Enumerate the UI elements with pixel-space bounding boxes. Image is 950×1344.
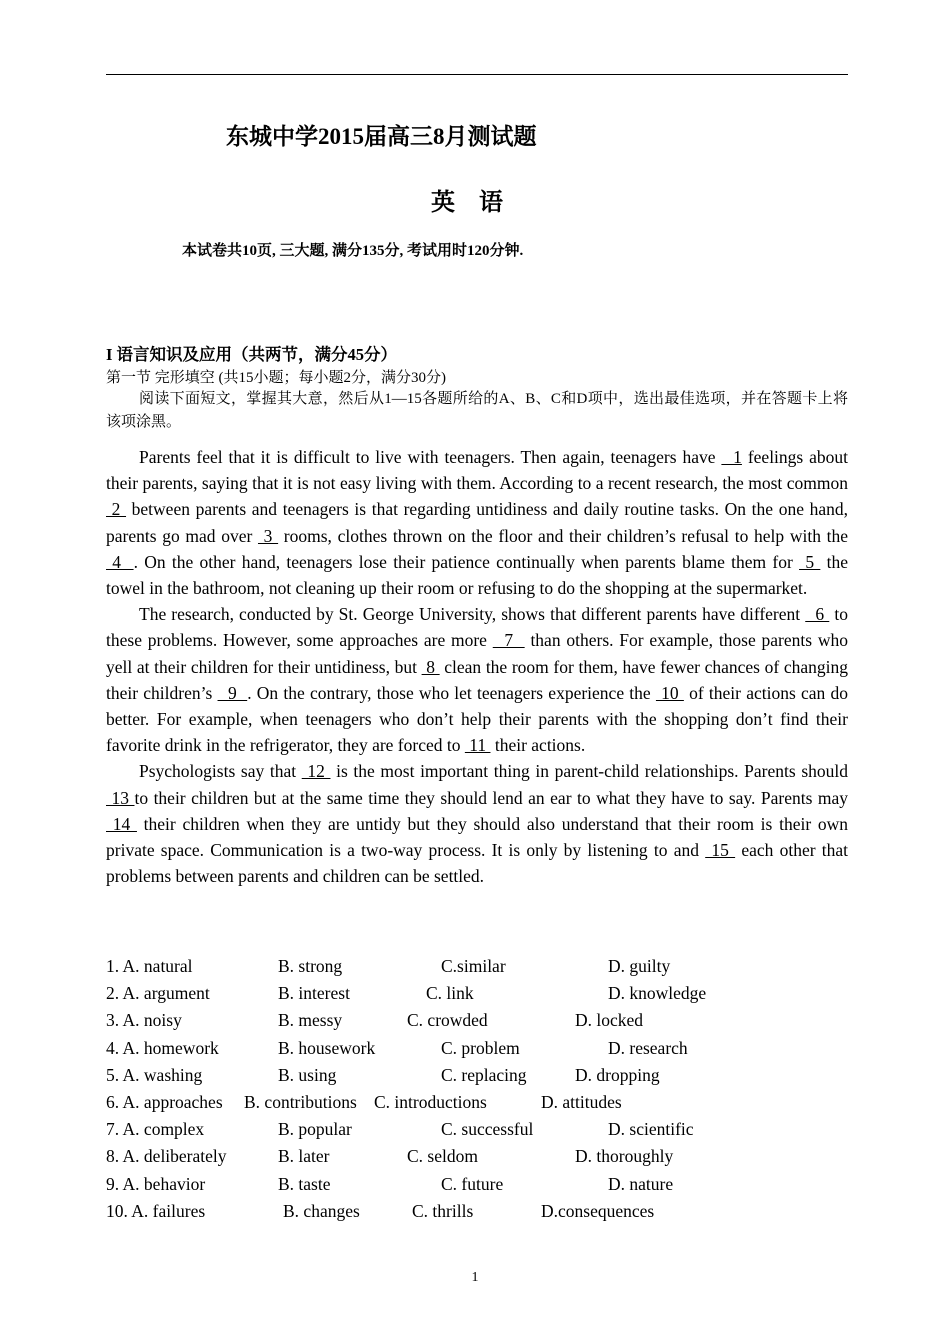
question-options xyxy=(106,1116,848,1143)
option-b: B. housework xyxy=(278,1037,376,1058)
question-options xyxy=(106,1143,848,1170)
passage-paragraph: The research, conducted by St. George University, shows that different parents have different 6 to these problems. However, some approaches are more 7 than others. For example, those parents who yell at their children for their untidiness, but 8 clean the room for them, have fewer chances of changing their children’s 9 . On the contrary, those who let teenagers experience the 10 of their actions can do better. For example, when teenagers who don’t help their parents with the shopping don’t find their favorite drink in the refrigerator, they are forced to 11 their actions. xyxy=(106,604,849,756)
option-d: D. guilty xyxy=(608,956,671,976)
blank-14: 14 xyxy=(106,813,137,834)
blank-1: 1 xyxy=(721,447,742,467)
option-d: D. locked xyxy=(575,1010,644,1031)
header-rule xyxy=(106,74,848,75)
option-d: D. attitudes xyxy=(541,1091,622,1112)
question-options xyxy=(106,980,848,1007)
options-list xyxy=(106,953,848,1225)
question-options xyxy=(106,953,848,980)
blank-10: 10 xyxy=(655,682,684,703)
option-b: B. interest xyxy=(278,983,350,1004)
option-a: 7. A. complex xyxy=(106,1119,205,1140)
question-options xyxy=(106,1089,848,1116)
blank-13: 13 xyxy=(106,787,135,808)
blank-4: 4 xyxy=(106,551,134,572)
question-options xyxy=(106,1171,848,1198)
option-a: 9. A. behavior xyxy=(106,1173,206,1194)
option-a: 3. A. noisy xyxy=(106,1010,182,1031)
exam-title: 东城中学2015届高三8月测试题 xyxy=(226,124,537,149)
option-a: 8. A. deliberately xyxy=(106,1146,227,1167)
option-a: 10. A. failures xyxy=(106,1200,206,1221)
option-b: B. later xyxy=(278,1146,330,1167)
option-a: 6. A. approaches xyxy=(106,1091,223,1112)
question-options xyxy=(106,1007,848,1034)
passage-paragraph: Psychologists say that 12 is the most important thing in parent-child relationships. Parents should 13 to their children but at the same time they should lend an ear to what they have to say. Parents may 14 their children when they are untidy but they should also understand that their room is their own private space. Communication is a two-way process. It is only by listening to and 15 each other that problems between parents and children can be settled. xyxy=(106,761,849,887)
option-d: D. scientific xyxy=(608,1119,694,1140)
option-b: B. contributions xyxy=(244,1091,357,1112)
instructions: 阅读下面短文，掌握其大意，然后从1—15各题所给的A、B、C和D项中，选出最佳选项，并在答题卡上将该项涂黑。 xyxy=(106,391,848,430)
option-c: C. crowded xyxy=(407,1010,488,1031)
option-b: B. messy xyxy=(278,1010,343,1031)
subject-title: 英语 xyxy=(431,190,527,216)
option-c: C. link xyxy=(426,983,474,1004)
option-a: 2. A. argument xyxy=(106,983,210,1004)
option-b: B. taste xyxy=(278,1173,331,1194)
blank-15: 15 xyxy=(705,840,736,861)
option-a: 1. A. natural xyxy=(106,956,193,976)
blank-2: 2 xyxy=(106,499,127,520)
option-a: 5. A. washing xyxy=(106,1064,203,1085)
option-c: C.similar xyxy=(441,956,506,976)
exam-info: 本试卷共10页, 三大题, 满分135分, 考试用时120分钟. xyxy=(182,243,524,259)
option-d: D. research xyxy=(608,1037,688,1058)
section-title: I 语言知识及应用（共两节，满分45分） xyxy=(106,345,398,364)
question-options xyxy=(106,1198,848,1225)
question-options xyxy=(106,1035,848,1062)
option-d: D. thoroughly xyxy=(575,1146,674,1167)
blank-12: 12 xyxy=(301,761,331,782)
blank-9: 9 xyxy=(217,682,248,703)
option-c: C. problem xyxy=(441,1037,520,1058)
blank-11: 11 xyxy=(464,735,491,756)
blank-7: 7 xyxy=(492,630,525,651)
option-c: C. replacing xyxy=(441,1064,527,1085)
blank-5: 5 xyxy=(799,551,821,572)
option-d: D. dropping xyxy=(575,1064,660,1085)
option-c: C. future xyxy=(441,1173,504,1194)
option-b: B. using xyxy=(278,1064,337,1085)
option-b: B. strong xyxy=(278,956,343,976)
option-d: D. knowledge xyxy=(608,983,707,1004)
option-c: C. seldom xyxy=(407,1146,478,1167)
blank-8: 8 xyxy=(421,656,440,677)
option-a: 4. A. homework xyxy=(106,1037,219,1058)
option-c: C. successful xyxy=(441,1119,534,1140)
option-c: C. introductions xyxy=(374,1091,487,1112)
option-b: B. popular xyxy=(278,1119,352,1140)
option-d: D. nature xyxy=(608,1173,674,1194)
question-options xyxy=(106,1062,848,1089)
option-b: B. changes xyxy=(283,1200,360,1221)
blank-3: 3 xyxy=(257,525,279,546)
page-number: 1 xyxy=(471,1270,479,1285)
option-c: C. thrills xyxy=(412,1200,474,1221)
passage-paragraph: Parents feel that it is difficult to live with teenagers. Then again, teenagers have 1 feelings about their parents, saying that it is not easy living with them. According to a recent research, the most common 2 between parents and teenagers is that regarding untidiness and daily routine tasks. On the one hand, parents go mad over 3 rooms, clothes thrown on the floor and their children’s refusal to help with the 4 . On the other hand, teenagers lose their patience continually when parents blame them for 5 the towel in the bathroom, not cleaning up their room or refusing to do the shopping at the supermarket. xyxy=(106,447,849,599)
subsection-title: 第一节 完形填空 (共15小题；每小题2分，满分30分) xyxy=(106,370,446,386)
option-d: D.consequences xyxy=(541,1200,655,1221)
blank-6: 6 xyxy=(805,604,830,625)
cloze-passage xyxy=(106,444,848,889)
